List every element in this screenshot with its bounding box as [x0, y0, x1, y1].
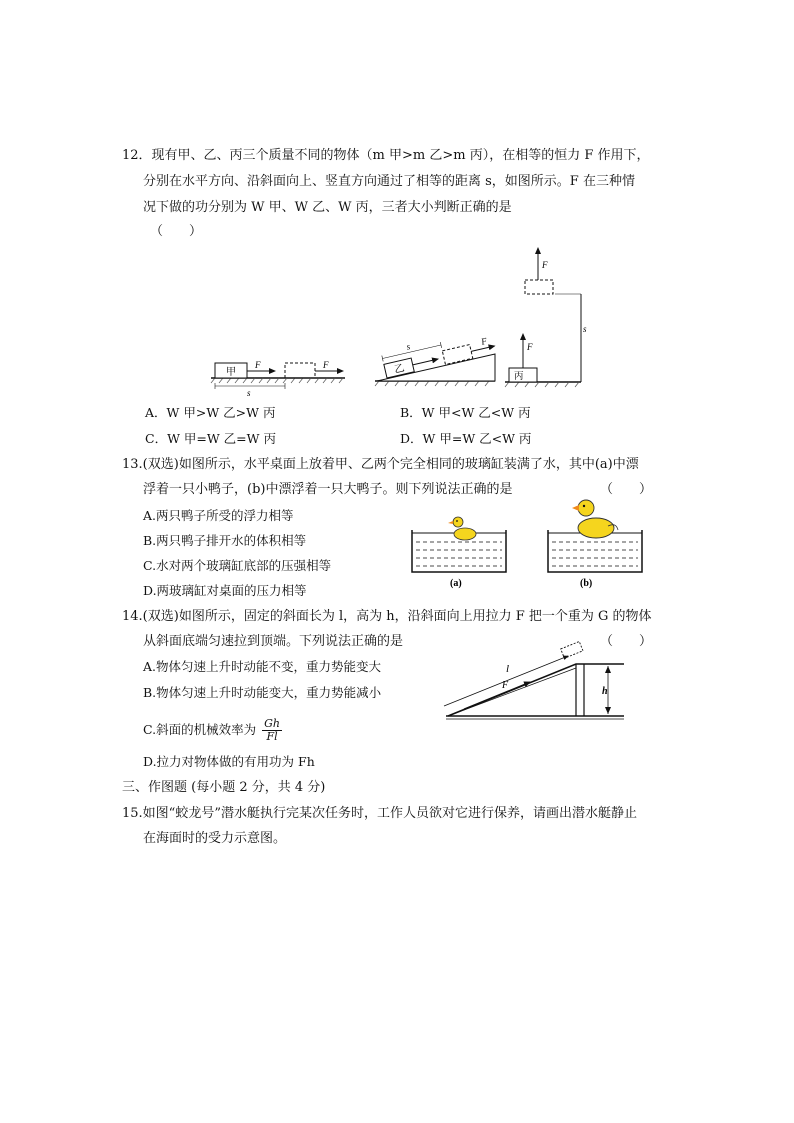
label-s-3: s: [583, 324, 587, 334]
q12-option-b: B．W 甲<W 乙<W 丙: [400, 405, 531, 420]
label-F-3: F: [480, 335, 488, 347]
q13-answer-paren: （ ）: [600, 482, 653, 497]
label-F: F: [502, 680, 509, 691]
q13-option-d: D.两玻璃缸对桌面的压力相等: [143, 583, 307, 598]
q12-line-3: 况下做的功分别为 W 甲、W 乙、W 丙，三者大小判断正确的是: [143, 200, 512, 215]
tank-b: [548, 500, 642, 589]
option-c-text: C.斜面的机械效率为: [143, 722, 257, 737]
label-F-2: F: [323, 360, 329, 370]
q14-option-c: [143, 718, 282, 743]
label-s-2: s: [405, 341, 412, 352]
q14-option-d: D.拉力对物体做的有用功为 Fh: [143, 754, 315, 769]
q12-option-a: A．W 甲>W 乙>W 丙: [145, 405, 276, 420]
efficiency-fraction: [262, 718, 282, 743]
q13-line-2: 浮着一只小鸭子，(b)中漂浮着一只大鸭子。则下列说法正确的是: [143, 482, 513, 497]
q14-figure: [436, 638, 630, 724]
q12-figure: [205, 244, 595, 398]
q13-figure: [408, 492, 658, 592]
tank-a: [412, 517, 506, 589]
label-jia: 甲: [226, 367, 236, 378]
label-s-1: s: [247, 388, 251, 398]
q12-line-1: 12．现有甲、乙、丙三个质量不同的物体（m 甲>m 乙>m 丙），在相等的恒力 F 作用下，: [122, 148, 650, 163]
label-bing: 丙: [514, 372, 524, 382]
q14-line-2: 从斜面底端匀速拉到顶端。下列说法正确的是: [143, 634, 404, 649]
label-F-5: F: [542, 260, 548, 270]
box-bing-moved: [525, 280, 553, 294]
q12-option-d: D．W 甲=W 乙<W 丙: [400, 431, 532, 446]
q12-line-2: 分别在水平方向、沿斜面向上、竖直方向通过了相等的距离 s，如图所示。F 在三种情: [143, 174, 635, 189]
label-h: h: [602, 686, 608, 697]
label-b: (b): [580, 578, 593, 589]
q15-line-2: 在海面时的受力示意图。: [143, 831, 287, 846]
small-duck-icon: [448, 517, 476, 540]
horizontal-panel: [211, 360, 345, 398]
block-at-top: [561, 641, 583, 658]
q12-answer-paren: （ ）: [150, 224, 203, 239]
fraction-denominator: Fl: [266, 730, 278, 743]
q13-option-b: B.两只鸭子排开水的体积相等: [143, 533, 307, 548]
big-duck-icon: [572, 500, 618, 538]
incline-surface: [448, 664, 624, 716]
label-l: l: [506, 663, 510, 675]
fraction-numerator: Gh: [264, 717, 280, 730]
q13-option-c: C.水对两个玻璃缸底部的压强相等: [143, 558, 332, 573]
label-yi: 乙: [393, 363, 406, 376]
q13-option-a: A.两只鸭子所受的浮力相等: [143, 508, 294, 523]
q15-line-1: 15.如图“蛟龙号”潜水艇执行完某次任务时，工作人员欲对它进行保养，请画出潜水艇静止: [122, 806, 637, 821]
q14-option-b: B.物体匀速上升时动能变大，重力势能减小: [143, 685, 382, 700]
label-F-4: F: [527, 342, 533, 352]
q14-answer-paren: （ ）: [600, 634, 653, 649]
label-a: (a): [450, 578, 462, 589]
vertical-panel: [505, 248, 587, 387]
section-3-title: 三、作图题 (每小题 2 分，共 4 分): [122, 780, 326, 795]
box-jia-moved: [285, 363, 315, 378]
q13-line-1: 13.(双选)如图所示，水平桌面上放着甲、乙两个完全相同的玻璃缸装满了水，其中(a)中漂: [122, 457, 639, 472]
incline-panel: [375, 323, 496, 386]
q12-option-c: C．W 甲=W 乙=W 丙: [145, 431, 276, 446]
q14-line-1: 14.(双选)如图所示，固定的斜面长为 l，高为 h，沿斜面向上用拉力 F 把一个重为 G 的物体: [122, 609, 652, 624]
label-F-1: F: [255, 360, 261, 370]
q14-option-a: A.物体匀速上升时动能不变，重力势能变大: [143, 659, 382, 674]
